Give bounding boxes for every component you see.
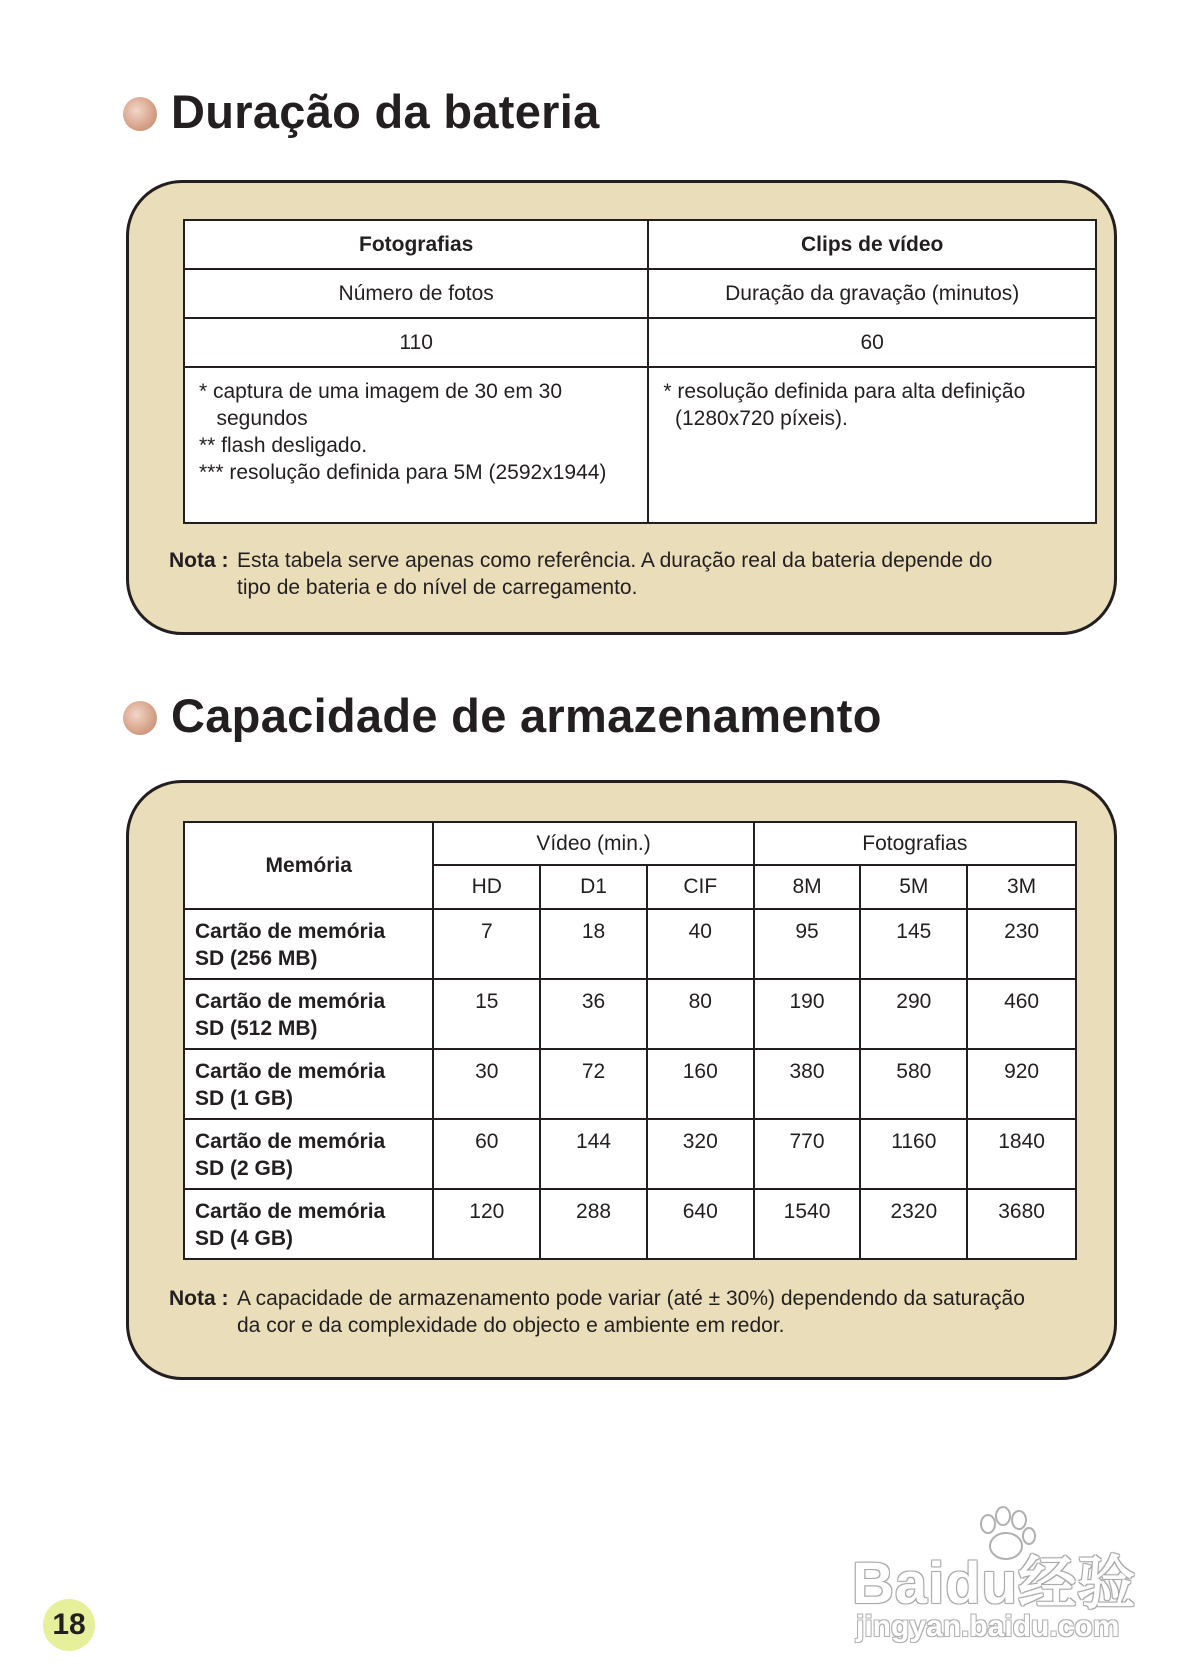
value-cell: 288 bbox=[540, 1189, 647, 1259]
col-video-header: Clips de vídeo bbox=[648, 220, 1096, 269]
note-line: Esta tabela serve apenas como referência. A duração real da bateria depende do bbox=[237, 549, 993, 572]
subheader-hd: HD bbox=[433, 865, 540, 909]
battery-panel bbox=[126, 180, 1117, 635]
value-cell: 60 bbox=[433, 1119, 540, 1189]
value-cell: 72 bbox=[540, 1049, 647, 1119]
value-cell: 80 bbox=[647, 979, 754, 1049]
memory-cell bbox=[184, 979, 433, 1049]
memory-line: Cartão de memória bbox=[195, 920, 386, 943]
subheader-cif: CIF bbox=[647, 865, 754, 909]
value-cell: 770 bbox=[754, 1119, 861, 1189]
table-row bbox=[184, 979, 1076, 1049]
photos-notes bbox=[184, 367, 648, 523]
photos-note-line: segundos bbox=[199, 407, 308, 430]
subheader-8m: 8M bbox=[754, 865, 861, 909]
photos-value: 110 bbox=[184, 318, 648, 367]
table-row bbox=[184, 1049, 1076, 1119]
bullet-icon bbox=[123, 97, 157, 131]
section-storage-title bbox=[123, 688, 882, 743]
video-group-header: Vídeo (min.) bbox=[433, 822, 753, 865]
value-cell: 1540 bbox=[754, 1189, 861, 1259]
value-cell: 120 bbox=[433, 1189, 540, 1259]
value-cell: 144 bbox=[540, 1119, 647, 1189]
memory-line: Cartão de memória bbox=[195, 1130, 386, 1153]
photos-note-line: *** resolução definida para 5M (2592x1944) bbox=[199, 461, 607, 484]
value-cell: 230 bbox=[967, 909, 1076, 979]
photos-note-line: ** flash desligado. bbox=[199, 434, 368, 457]
subheader-3m: 3M bbox=[967, 865, 1076, 909]
note-label: Nota : bbox=[169, 549, 229, 572]
memory-cell bbox=[184, 1049, 433, 1119]
memory-header: Memória bbox=[184, 822, 433, 909]
video-note-line: (1280x720 píxeis). bbox=[663, 407, 848, 430]
page-title: Duração da bateria bbox=[171, 85, 600, 138]
section-battery-title bbox=[123, 84, 600, 139]
value-cell: 640 bbox=[647, 1189, 754, 1259]
video-note-line: * resolução definida para alta definição bbox=[663, 380, 1026, 403]
value-cell: 18 bbox=[540, 909, 647, 979]
value-cell: 380 bbox=[754, 1049, 861, 1119]
storage-table bbox=[183, 821, 1077, 1260]
memory-line: SD (1 GB) bbox=[195, 1087, 294, 1110]
value-cell: 3680 bbox=[967, 1189, 1076, 1259]
table-row bbox=[184, 909, 1076, 979]
memory-cell bbox=[184, 909, 433, 979]
value-cell: 1840 bbox=[967, 1119, 1076, 1189]
video-value: 60 bbox=[648, 318, 1096, 367]
bullet-icon bbox=[123, 701, 157, 735]
table-row bbox=[184, 1189, 1076, 1259]
storage-panel bbox=[126, 780, 1117, 1380]
value-cell: 920 bbox=[967, 1049, 1076, 1119]
memory-line: Cartão de memória bbox=[195, 990, 386, 1013]
memory-line: SD (4 GB) bbox=[195, 1227, 294, 1250]
note-line: da cor e da complexidade do objecto e ambiente em redor. bbox=[237, 1314, 785, 1337]
storage-note bbox=[169, 1285, 1025, 1339]
value-cell: 160 bbox=[647, 1049, 754, 1119]
value-cell: 580 bbox=[860, 1049, 967, 1119]
note-line: tipo de bateria e do nível de carregamento. bbox=[237, 576, 638, 599]
value-cell: 15 bbox=[433, 979, 540, 1049]
value-cell: 30 bbox=[433, 1049, 540, 1119]
value-cell: 320 bbox=[647, 1119, 754, 1189]
video-notes bbox=[648, 367, 1096, 523]
value-cell: 190 bbox=[754, 979, 861, 1049]
value-cell: 460 bbox=[967, 979, 1076, 1049]
watermark bbox=[852, 1506, 1152, 1646]
watermark-url: jingyan.baidu.com bbox=[856, 1610, 1120, 1643]
section-title: Capacidade de armazenamento bbox=[171, 689, 882, 742]
note-line: A capacidade de armazenamento pode variar (até ± 30%) dependendo da saturação bbox=[237, 1287, 1025, 1310]
battery-note bbox=[169, 547, 992, 601]
memory-line: SD (512 MB) bbox=[195, 1017, 318, 1040]
col-photos-header: Fotografias bbox=[184, 220, 648, 269]
note-label: Nota : bbox=[169, 1287, 229, 1310]
photos-note-line: * captura de uma imagem de 30 em 30 bbox=[199, 380, 563, 403]
memory-line: Cartão de memória bbox=[195, 1060, 386, 1083]
value-cell: 40 bbox=[647, 909, 754, 979]
memory-line: Cartão de memória bbox=[195, 1200, 386, 1223]
watermark-brand: Baidu经验 bbox=[852, 1551, 1137, 1616]
value-cell: 7 bbox=[433, 909, 540, 979]
subheader-d1: D1 bbox=[540, 865, 647, 909]
value-cell: 290 bbox=[860, 979, 967, 1049]
table-row bbox=[184, 1119, 1076, 1189]
value-cell: 1160 bbox=[860, 1119, 967, 1189]
value-cell: 36 bbox=[540, 979, 647, 1049]
photos-metric: Número de fotos bbox=[184, 269, 648, 318]
battery-table bbox=[183, 219, 1097, 524]
memory-cell bbox=[184, 1189, 433, 1259]
page-number: 18 bbox=[43, 1599, 95, 1651]
photos-group-header: Fotografias bbox=[754, 822, 1076, 865]
value-cell: 145 bbox=[860, 909, 967, 979]
value-cell: 2320 bbox=[860, 1189, 967, 1259]
memory-line: SD (2 GB) bbox=[195, 1157, 294, 1180]
video-metric: Duração da gravação (minutos) bbox=[648, 269, 1096, 318]
subheader-5m: 5M bbox=[860, 865, 967, 909]
memory-cell bbox=[184, 1119, 433, 1189]
memory-line: SD (256 MB) bbox=[195, 947, 318, 970]
value-cell: 95 bbox=[754, 909, 861, 979]
